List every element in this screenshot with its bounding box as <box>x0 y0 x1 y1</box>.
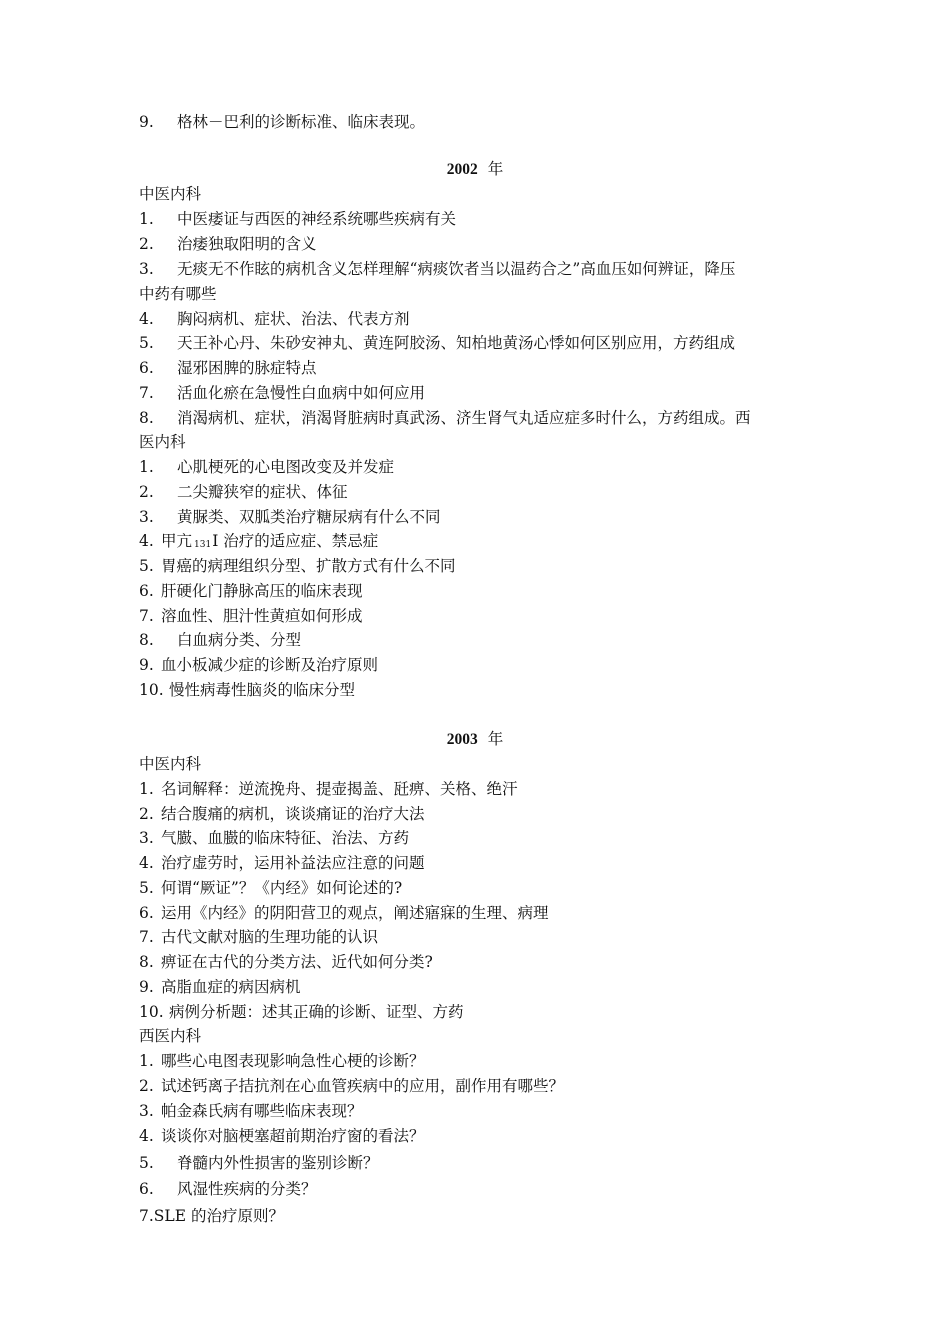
item-number: 4. <box>139 1127 154 1145</box>
item-text: 帕金森氏病有哪些临床表现？ <box>161 1102 363 1120</box>
item-text: 天王补心丹、朱砂安神丸、黄连阿胶汤、知柏地黄汤心悸如何区别应用，方药组成 <box>177 334 736 352</box>
list-item <box>139 1124 830 1148</box>
item-text: I 治疗的适应症、禁忌症 <box>212 532 379 550</box>
list-item <box>139 1204 830 1228</box>
item-number: 8. <box>139 953 154 971</box>
list-item <box>139 207 830 231</box>
list-item <box>139 505 830 529</box>
list-item <box>139 480 830 504</box>
list-item <box>139 554 830 578</box>
list-item <box>139 826 830 850</box>
item-number: 8. <box>139 409 154 427</box>
item-text: 甲亢 <box>161 532 193 550</box>
item-text: 治痿独取阳明的含义 <box>177 235 317 253</box>
item-number: 3. <box>139 829 154 847</box>
item-text: 谈谈你对脑梗塞超前期治疗窗的看法？ <box>161 1127 425 1145</box>
item-number: 7. <box>139 928 154 946</box>
item-text: 心肌梗死的心电图改变及并发症 <box>177 458 395 476</box>
isotope-subscript: 131 <box>194 540 212 550</box>
year-suffix: 年 <box>487 730 504 748</box>
item-number: 5. <box>139 334 154 352</box>
item-number: 4. <box>139 854 154 872</box>
item-text: 湿邪困脾的脉症特点 <box>177 359 317 377</box>
list-item <box>139 1099 830 1123</box>
list-item <box>139 1049 830 1073</box>
item-number: 2. <box>139 805 154 823</box>
item-number: 10. <box>139 681 164 699</box>
list-item <box>139 1177 830 1201</box>
item-text: 胃癌的病理组织分型、扩散方式有什么不同 <box>161 557 456 575</box>
year: 2003 <box>446 731 478 748</box>
item-number: 6. <box>139 359 154 377</box>
list-item <box>139 406 830 430</box>
item-text: 运用《内经》的阴阳营卫的观点，阐述寤寐的生理、病理 <box>161 904 549 922</box>
item-text: 格林－巴利的诊断标准、临床表现。 <box>177 113 426 131</box>
list-item <box>139 331 830 355</box>
list-item <box>139 257 830 281</box>
list-item <box>139 579 830 603</box>
list-item <box>139 1151 830 1175</box>
list-item <box>139 356 830 380</box>
list-item <box>139 604 830 628</box>
item-text: 名词解释：逆流挽舟、提壶揭盖、瓩痹、关格、绝汗 <box>161 780 518 798</box>
list-item <box>139 901 830 925</box>
item-number: 5. <box>139 1154 154 1172</box>
item-number: 1. <box>139 1052 154 1070</box>
item-number: 5. <box>139 879 154 897</box>
subsection-title: 西医内科 <box>139 1027 202 1045</box>
list-item <box>139 950 830 974</box>
item-text: 消渴病机、症状，消渴肾脏病时真武汤、济生肾气丸适应症多时什么，方药组成。西 <box>177 409 751 427</box>
year-suffix: 年 <box>487 160 504 178</box>
subsection-title: 中医内科 <box>139 755 202 773</box>
list-item <box>139 653 830 677</box>
item-number: 2. <box>139 1077 154 1095</box>
year: 2002 <box>446 161 478 178</box>
list-item-continuation: 医内科 <box>139 433 186 451</box>
item-text: 结合腹痛的病机，谈谈痛证的治疗大法 <box>161 805 425 823</box>
section-heading-2002 <box>0 157 950 182</box>
item-text: 肝硬化门静脉高压的临床表现 <box>161 582 363 600</box>
item-text: SLE 的治疗原则？ <box>153 1207 284 1225</box>
item-number: 1. <box>139 780 154 798</box>
item-text: 试述钙离子拮抗剂在心血管疾病中的应用，副作用有哪些？ <box>161 1077 565 1095</box>
item-number: 9. <box>139 656 154 674</box>
list-item <box>139 975 830 999</box>
item-text: 气臌、血臌的临床特征、治法、方药 <box>161 829 410 847</box>
item-number: 1. <box>139 458 154 476</box>
item-text: 古代文献对脑的生理功能的认识 <box>161 928 379 946</box>
list-item <box>139 1074 830 1098</box>
item-text: 慢性病毒性脑炎的临床分型 <box>169 681 356 699</box>
item-number: 8. <box>139 631 154 649</box>
list-item <box>139 802 830 826</box>
item-text: 血小板减少症的诊断及治疗原则 <box>161 656 379 674</box>
item-text: 活血化瘀在急慢性白血病中如何应用 <box>177 384 426 402</box>
item-number: 7. <box>139 1207 154 1225</box>
item-number: 6. <box>139 582 154 600</box>
item-text: 病例分析题：述其正确的诊断、证型、方药 <box>169 1003 464 1021</box>
list-item <box>139 628 830 652</box>
item-number: 3. <box>139 1102 154 1120</box>
list-item <box>139 876 830 900</box>
subsection-title: 中医内科 <box>139 185 202 203</box>
list-item <box>139 851 830 875</box>
item-number: 6. <box>139 904 154 922</box>
item-text: 高脂血症的病因病机 <box>161 978 301 996</box>
item-text: 中医痿证与西医的神经系统哪些疾病有关 <box>177 210 457 228</box>
item-number: 3. <box>139 508 154 526</box>
item-number: 4. <box>139 310 154 328</box>
list-item <box>139 381 830 405</box>
item-number: 2. <box>139 483 154 501</box>
item-text: 黄脲类、双胍类治疗糖尿病有什么不同 <box>177 508 441 526</box>
item-text: 风湿性疾病的分类？ <box>177 1180 317 1198</box>
item-text: 无痰无不作眩的病机含义怎样理解“病痰饮者当以温药合之”高血压如何辨证，降压 <box>177 260 736 278</box>
list-item <box>139 307 830 331</box>
list-item <box>139 232 830 256</box>
list-item <box>139 529 830 557</box>
list-item-continuation: 中药有哪些 <box>139 285 217 303</box>
item-text: 胸闷病机、症状、治法、代表方剂 <box>177 310 410 328</box>
list-item <box>139 678 830 702</box>
item-text: 治疗虚劳时，运用补益法应注意的问题 <box>161 854 425 872</box>
list-item <box>139 1000 830 1024</box>
item-number: 6. <box>139 1180 154 1198</box>
item-number: 3. <box>139 260 154 278</box>
item-number: 9. <box>139 978 154 996</box>
item-text: 脊髓内外性损害的鉴别诊断？ <box>177 1154 379 1172</box>
item-number: 4. <box>139 532 154 550</box>
section-heading-2003 <box>0 727 950 752</box>
item-text: 何谓“厥证”？《内经》如何论述的? <box>161 879 403 897</box>
item-number: 5. <box>139 557 154 575</box>
list-item <box>139 455 830 479</box>
list-item <box>139 925 830 949</box>
item-text: 白血病分类、分型 <box>177 631 302 649</box>
item-text: 二尖瓣狭窄的症状、体征 <box>177 483 348 501</box>
item-number: 7. <box>139 384 154 402</box>
item-number: 7. <box>139 607 154 625</box>
list-item <box>139 110 830 134</box>
item-number: 1. <box>139 210 154 228</box>
item-number: 10. <box>139 1003 164 1021</box>
item-text: 痹证在古代的分类方法、近代如何分类? <box>161 953 433 971</box>
item-text: 哪些心电图表现影响急性心梗的诊断？ <box>161 1052 425 1070</box>
item-number: 9. <box>139 113 154 131</box>
item-text: 溶血性、胆汁性黄疸如何形成 <box>161 607 363 625</box>
list-item <box>139 777 830 801</box>
item-number: 2. <box>139 235 154 253</box>
